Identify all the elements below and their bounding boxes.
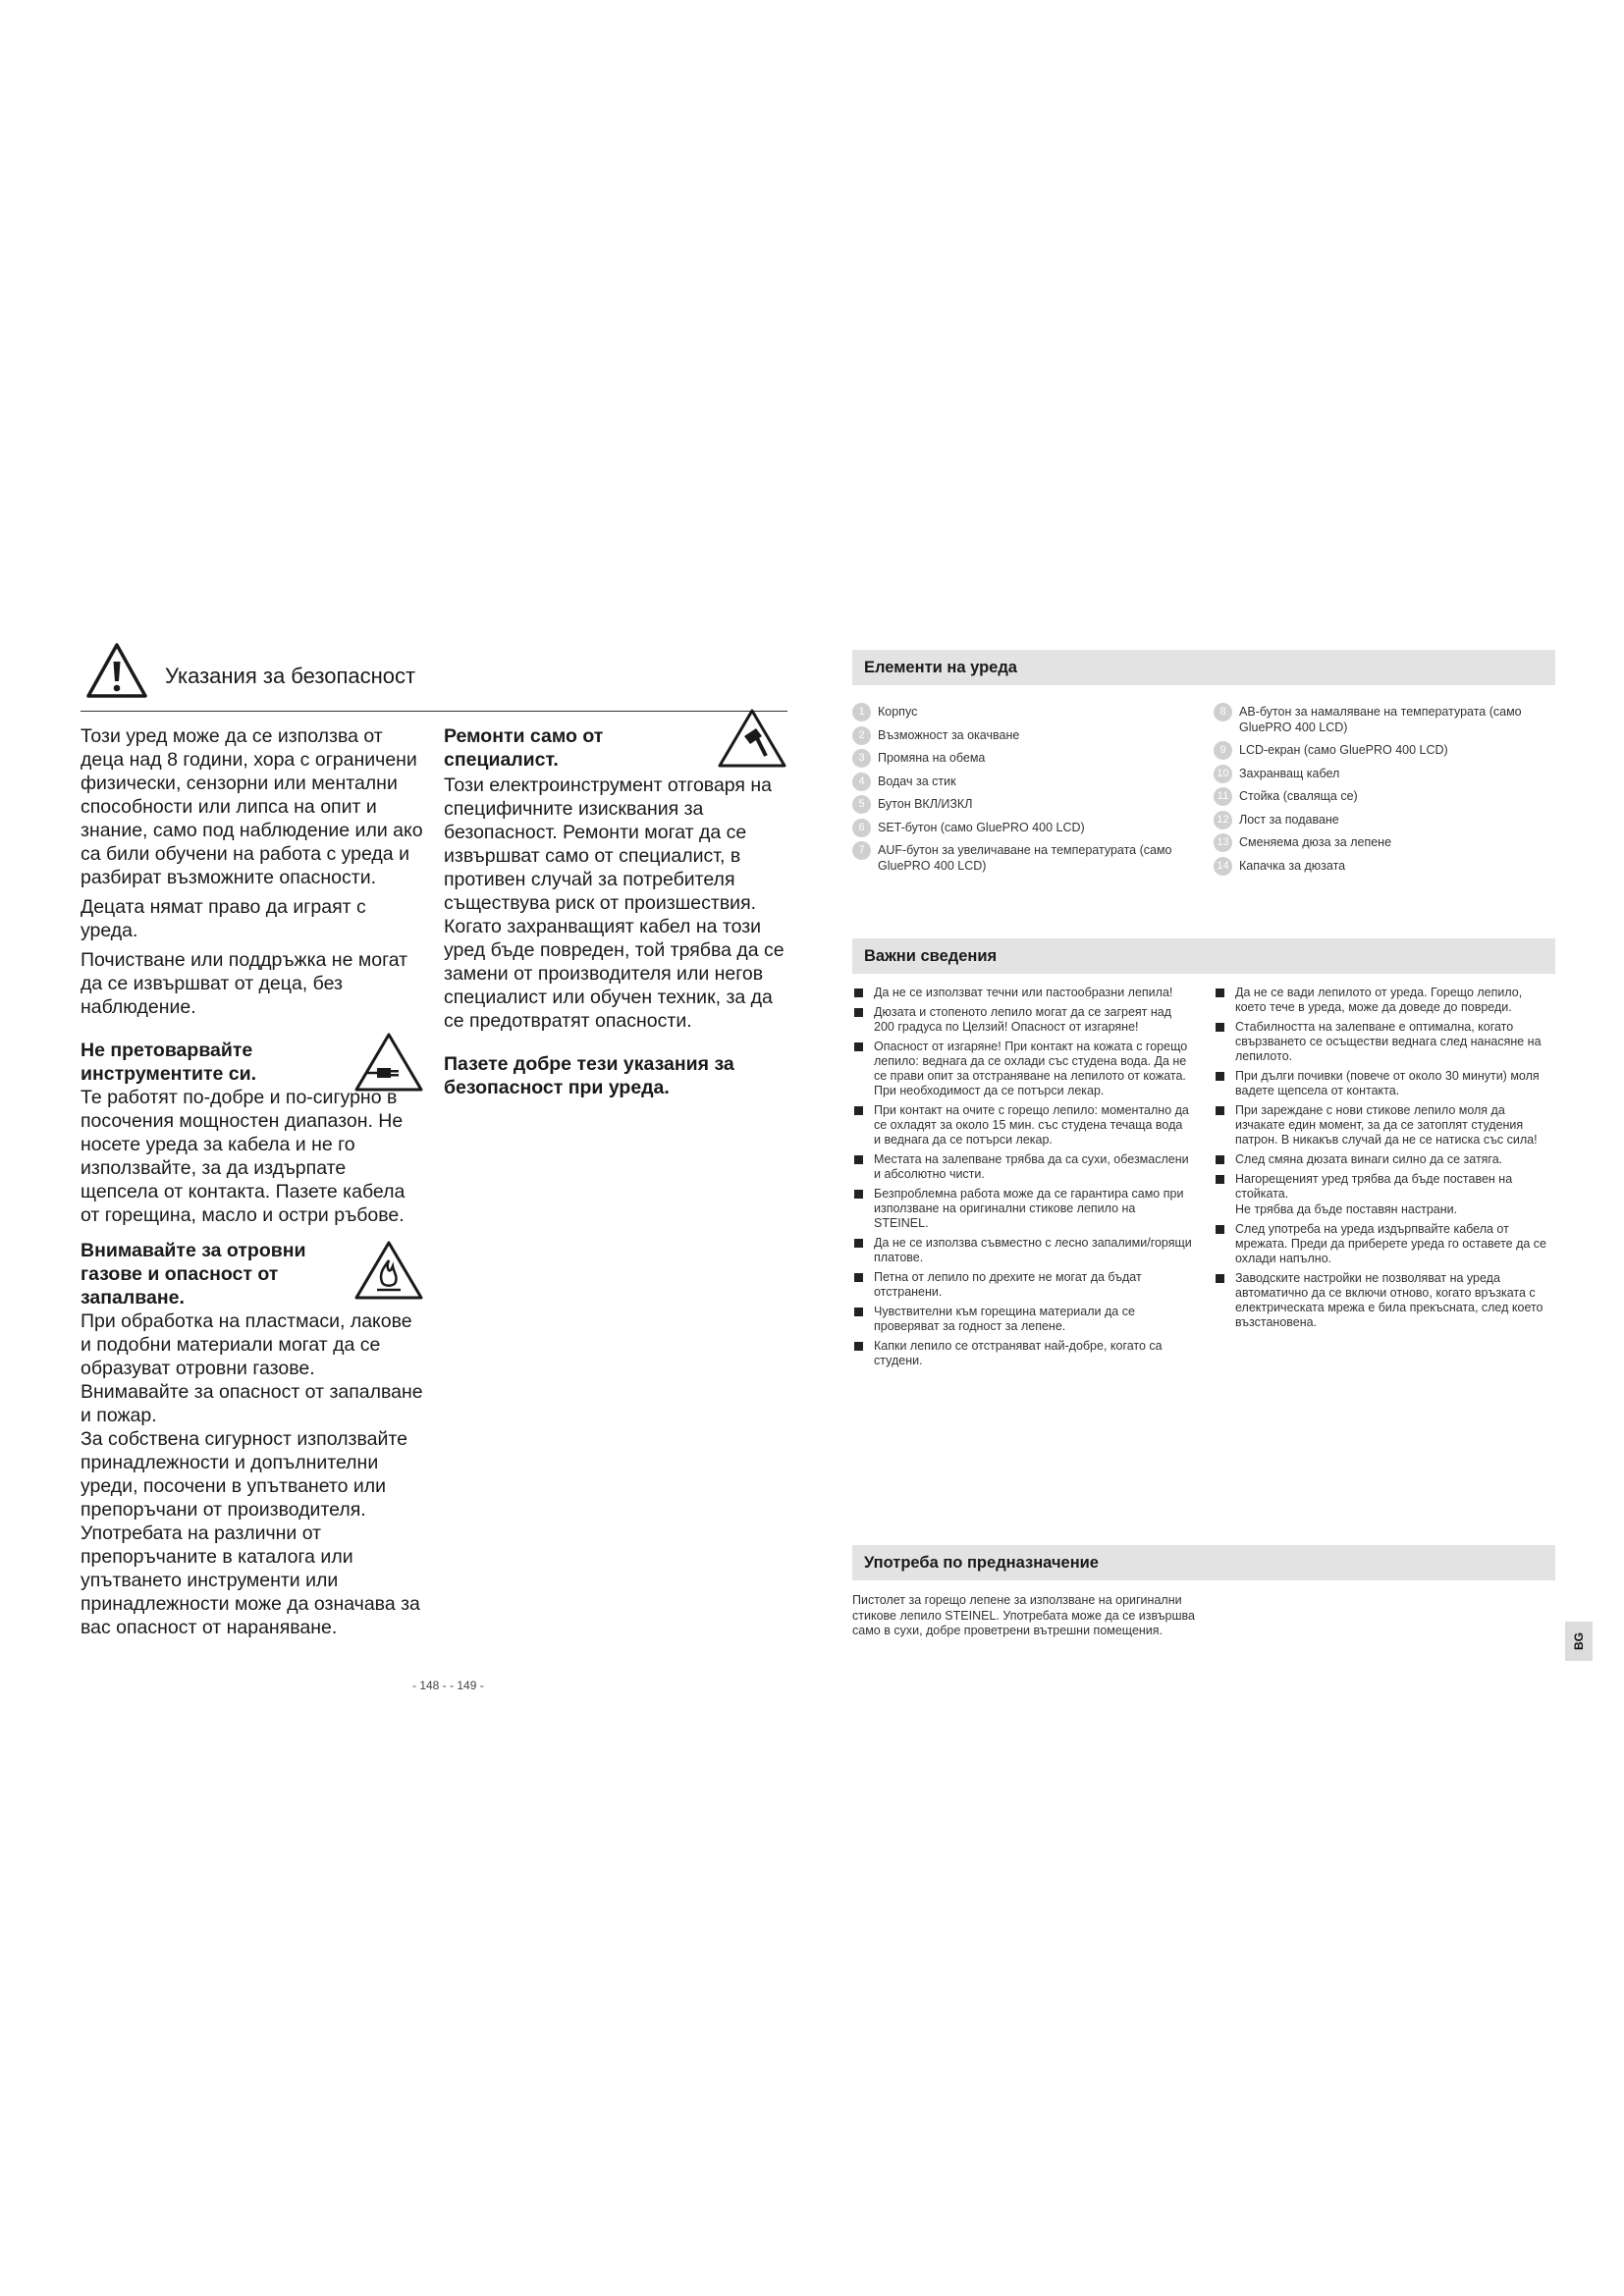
gases-heading-row	[81, 1239, 424, 1309]
important-item-text: Да не се вади лепилото от уреда. Горещо лепило, което тече в уреда, може да доведе до повреди.	[1235, 986, 1523, 1014]
important-item-text: Местата на залепване трябва да са сухи, обезмаслени и абсолютно чисти.	[874, 1152, 1189, 1181]
important-list-right	[1214, 986, 1553, 1335]
element-item	[1214, 859, 1547, 875]
element-label: Водач за стик	[878, 774, 956, 788]
elements-list-right	[1214, 705, 1547, 881]
important-item-text: Чувствителни към горещина материали да се проверяват за годност за лепене.	[874, 1305, 1135, 1333]
bullet-square-icon	[854, 1042, 863, 1051]
element-item	[1214, 835, 1547, 851]
overload-text: Те работят по-добре и по-сигурно в посочения мощностен диапазон. Не носете уреда за кабела и не го използвайте, за да издърпате щепсела от контакта. Пазете кабела от горещина, масло и остри ръбове.	[81, 1087, 406, 1226]
important-title: Важни сведения	[864, 947, 998, 965]
bullet-square-icon	[854, 1342, 863, 1351]
important-item	[852, 1040, 1192, 1098]
elements-title: Елементи на уреда	[864, 659, 1017, 676]
important-item-text: Петна от лепило по дрехите не могат да бъдат отстранени.	[874, 1270, 1142, 1299]
bullet-square-icon	[1216, 988, 1224, 997]
important-item	[1214, 1172, 1553, 1201]
bullet-square-icon	[1216, 1155, 1224, 1164]
language-code: BG	[1572, 1632, 1586, 1650]
important-item	[1214, 1152, 1553, 1167]
element-label: Сменяема дюза за лепене	[1239, 835, 1392, 849]
element-item	[1214, 743, 1547, 759]
element-label: AUF-бутон за увеличаване на температурата (само GluePRO 400 LCD)	[878, 843, 1172, 873]
usage-text: Пистолет за горещо лепене за използване на оригинални стикове лепило STEINEL. Употребата може да се извършва само в сухи, добре проветрени вътрешни помещения.	[852, 1593, 1195, 1637]
important-item-text: Дюзата и стопеното лепило могат да се загреят над 200 градуса по Целзий! Опасност от изгаряне!	[874, 1005, 1172, 1034]
overload-heading-row	[81, 1039, 424, 1086]
important-item-text: След употреба на уреда издърпвайте кабела от мрежата. Преди да приберете уреда го оставете да се охлади напълно.	[1235, 1222, 1547, 1265]
bullet-square-icon	[854, 988, 863, 997]
important-item-text: Капки лепило се отстраняват най-добре, когато са студени.	[874, 1339, 1163, 1367]
bullet-square-icon	[854, 1155, 863, 1164]
important-item-text: След смяна дюзата винаги силно да се затяга.	[1235, 1152, 1503, 1166]
important-item	[1214, 1069, 1553, 1098]
important-note-text: Не трябва да бъде поставян настрани.	[1235, 1202, 1458, 1216]
language-tab	[1565, 1622, 1593, 1661]
element-label: Захранващ кабел	[1239, 766, 1340, 780]
overload-heading: Не претоварвайте инструментите си.	[81, 1040, 257, 1085]
element-item	[1214, 767, 1547, 782]
important-item	[852, 1187, 1192, 1231]
important-item	[852, 1152, 1192, 1182]
bullet-square-icon	[1216, 1072, 1224, 1081]
gases-heading: Внимавайте за отровни газове и опасност от запалване.	[81, 1240, 306, 1308]
element-number-badge: 3	[852, 749, 871, 768]
element-number-badge: 14	[1214, 857, 1232, 876]
accessories-text: За собствена сигурност използвайте принадлежности и допълнителни уреди, посочени в упътването или препоръчани от производителя. Употребата на различни от препоръчаните в каталога или упътването инструменти или принадлежности може да означава за вас опасност от нараняване.	[81, 1428, 420, 1638]
element-number-badge: 12	[1214, 811, 1232, 829]
element-label: Стойка (сваляща се)	[1239, 789, 1358, 803]
bullet-square-icon	[1216, 1106, 1224, 1115]
element-number-badge: 13	[1214, 833, 1232, 852]
element-label: AB-бутон за намаляване на температурата (само GluePRO 400 LCD)	[1239, 705, 1522, 734]
page-numbers: - 148 - - 149 -	[412, 1679, 484, 1692]
repairs-heading-row	[444, 724, 787, 774]
usage-header-bar	[852, 1545, 1555, 1580]
element-label: Капачка за дюзата	[1239, 858, 1346, 873]
important-item	[852, 1339, 1192, 1368]
safety-right-column	[444, 724, 787, 1099]
element-label: Бутон ВКЛ/ИЗКЛ	[878, 797, 973, 811]
important-list-left	[852, 986, 1192, 1373]
important-item-text: Стабилността на залепване е оптимална, когато свързването се осъществи веднага след нанасяне на лепилото.	[1235, 1020, 1542, 1063]
element-number-badge: 8	[1214, 703, 1232, 721]
children-play-text: Децата нямат право да играят с уреда.	[81, 896, 366, 941]
important-item-text: Опасност от изгаряне! При контакт на кожата с горещо лепило: веднага да се охлади със студена вода. Да не се прави опит за отстраняване на лепилото от кожата. При необходимост да се потърси лекар.	[874, 1040, 1188, 1097]
important-item-text: Безпроблемна работа може да се гарантира само при използване на оригинални стикове лепило на STEINEL.	[874, 1187, 1184, 1230]
bullet-square-icon	[854, 1190, 863, 1199]
element-item	[852, 843, 1186, 874]
element-number-badge: 5	[852, 795, 871, 814]
bullet-square-icon	[854, 1308, 863, 1316]
element-number-badge: 10	[1214, 765, 1232, 783]
important-item	[852, 1270, 1192, 1300]
safety-header	[81, 636, 787, 712]
cleaning-text: Почистване или поддръжка не могат да се извършват от деца, без наблюдение.	[81, 949, 408, 1018]
element-number-badge: 4	[852, 773, 871, 791]
important-item	[1214, 1271, 1553, 1330]
element-item	[852, 774, 1186, 790]
important-item-text: Да не се използва съвместно с лесно запалими/горящи платове.	[874, 1236, 1192, 1264]
important-item-text: При дълги почивки (повече от около 30 минути) моля вадете щепсела от контакта.	[1235, 1069, 1540, 1097]
element-item	[1214, 789, 1547, 805]
gases-text: При обработка на пластмаси, лакове и подобни материали могат да се образуват отровни газове. Внимавайте за опасност от запалване и пожар.	[81, 1310, 423, 1426]
element-label: SET-бутон (само GluePRO 400 LCD)	[878, 820, 1085, 834]
important-item	[852, 1236, 1192, 1265]
bullet-square-icon	[1216, 1225, 1224, 1234]
element-number-badge: 1	[852, 703, 871, 721]
important-item-text: Заводските настройки не позволяват на уреда автоматично да се включи отново, когато връзката с електрическата мрежа е била прекъсната, след което възстановена.	[1235, 1271, 1543, 1329]
elements-list-left	[852, 705, 1186, 881]
important-item-text: При контакт на очите с горещо лепило: моментално да се охладят за около 15 мин. със студена течаща вода и веднага да се потърси лекар.	[874, 1103, 1189, 1147]
important-item	[852, 1305, 1192, 1334]
bullet-square-icon	[1216, 1023, 1224, 1032]
important-item-text: При зареждане с нови стикове лепило моля да изчакате един момент, за да се затоплят студения патрон. В никакъв случай да не се натиска със сила!	[1235, 1103, 1538, 1147]
element-label: Корпус	[878, 705, 918, 719]
safety-left-column	[81, 724, 424, 1645]
bullet-square-icon	[1216, 1274, 1224, 1283]
element-item	[852, 728, 1186, 744]
elements-header-bar	[852, 650, 1555, 685]
element-item	[1214, 705, 1547, 735]
element-number-badge: 11	[1214, 787, 1232, 806]
element-item	[1214, 813, 1547, 828]
element-number-badge: 9	[1214, 741, 1232, 760]
important-item	[1214, 1020, 1553, 1064]
flame-warning-icon	[353, 1239, 424, 1302]
element-item	[852, 821, 1186, 836]
element-item	[852, 751, 1186, 767]
safety-title: Указания за безопасност	[165, 664, 416, 688]
important-item	[852, 1005, 1192, 1035]
bullet-square-icon	[1216, 1175, 1224, 1184]
important-item-text: Нагорещеният уред трябва да бъде поставен на стойката.	[1235, 1172, 1513, 1201]
children-usage-text: Този уред може да се използва от деца над 8 години, хора с ограничени физически, сензорни или ментални способности или липса на опит и знание, само под наблюдение или ако са били обучени на работа с уреда и разбират възможните опасности.	[81, 725, 423, 888]
important-item	[1214, 1222, 1553, 1266]
important-item	[852, 986, 1192, 1000]
keep-instructions-heading: Пазете добре тези указания за безопасност при уреда.	[444, 1053, 734, 1098]
element-label: Възможност за окачване	[878, 727, 1020, 742]
bullet-square-icon	[854, 1106, 863, 1115]
element-number-badge: 7	[852, 841, 871, 860]
important-item-text: Да не се използват течни или пастообразни лепила!	[874, 986, 1173, 999]
bullet-square-icon	[854, 1008, 863, 1017]
important-item	[852, 1103, 1192, 1148]
important-note	[1214, 1202, 1553, 1217]
repairs-heading: Ремонти само от специалист.	[444, 725, 604, 771]
repairs-text: Този електроинструмент отговаря на специфичните изисквания за безопасност. Ремонти могат да се извършват само от специалист, в противен случай за потребителя съществува риск от произшествия. Когато захранващият кабел на този уред бъде повреден, той трябва да се замени от производителя или негов специалист или обучен техник, за да се предотвратят опасности.	[444, 774, 785, 1032]
element-number-badge: 2	[852, 726, 871, 745]
element-label: Лост за подаване	[1239, 812, 1339, 827]
usage-title: Употреба по предназначение	[864, 1554, 1099, 1572]
element-number-badge: 6	[852, 819, 871, 837]
plug-warning-icon	[353, 1031, 424, 1094]
warning-triangle-icon	[85, 642, 148, 699]
element-item	[852, 705, 1186, 721]
bullet-square-icon	[854, 1273, 863, 1282]
element-label: LCD-екран (само GluePRO 400 LCD)	[1239, 743, 1448, 757]
important-item	[1214, 1103, 1553, 1148]
important-header-bar	[852, 938, 1555, 974]
element-label: Промяна на обема	[878, 751, 986, 765]
bullet-square-icon	[854, 1239, 863, 1248]
element-item	[852, 797, 1186, 813]
important-item	[1214, 986, 1553, 1015]
hammer-warning-icon	[717, 707, 787, 770]
